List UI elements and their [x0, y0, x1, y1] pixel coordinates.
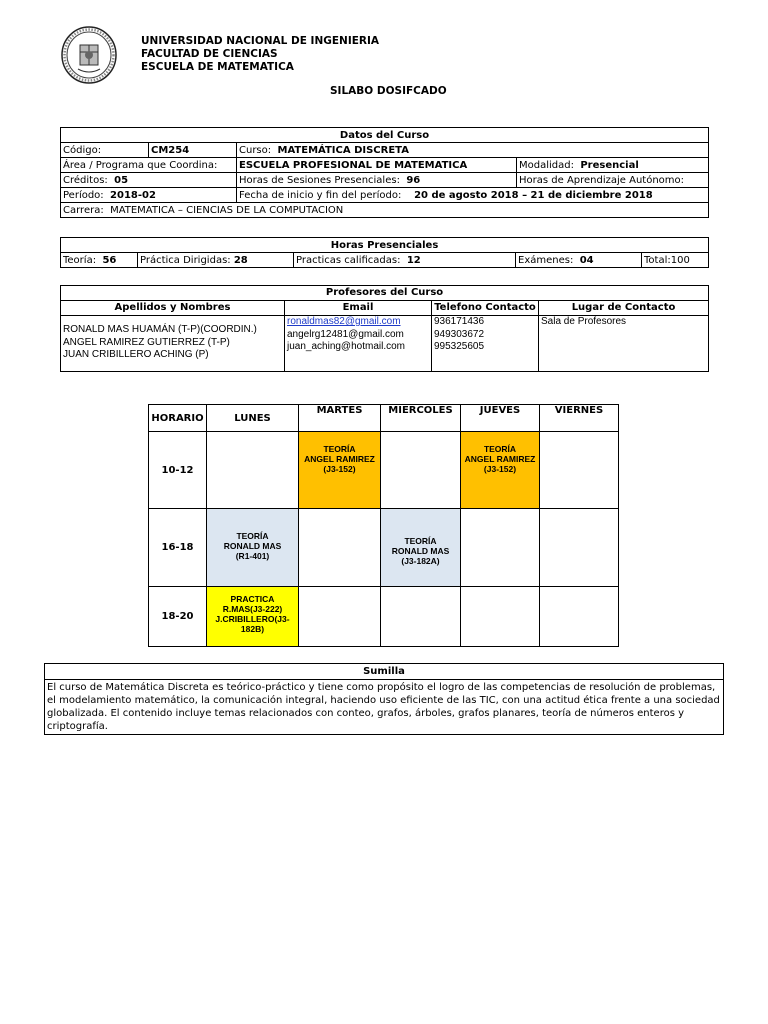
carrera-label: Carrera: — [63, 204, 104, 216]
fecha-label: Fecha de inicio y fin del período: — [239, 189, 402, 201]
modalidad-label: Modalidad: — [519, 159, 574, 171]
col-telefono: Telefono Contacto — [432, 301, 539, 316]
university-name: UNIVERSIDAD NACIONAL DE INGENIERIA — [141, 35, 380, 47]
col-apellidos: Apellidos y Nombres — [61, 301, 285, 316]
calificadas-value: 12 — [406, 254, 421, 266]
schedule-cell — [299, 587, 381, 647]
time-slot: 10-12 — [149, 432, 207, 509]
practica-label: Práctica Dirigidas: — [140, 254, 231, 266]
day-miercoles: MIERCOLES — [381, 405, 461, 432]
schedule-cell-practica: PRACTICA R.MAS(J3-222) J.CRIBILLERO(J3- 182B) — [207, 587, 299, 647]
profesor-name: ANGEL RAMIREZ GUTIERREZ (T-P) — [63, 336, 230, 348]
day-viernes: VIERNES — [540, 405, 619, 432]
modalidad-value: Presencial — [580, 159, 639, 171]
curso-value: MATEMÁTICA DISCRETA — [277, 144, 409, 156]
profesor-name: JUAN CRIBILLERO ACHING (P) — [63, 349, 209, 360]
schedule-cell-teoria: TEORÍA ANGEL RAMIREZ (J3-152) — [461, 432, 540, 509]
total-value: Total:100 — [642, 253, 709, 268]
col-lugar: Lugar de Contacto — [539, 301, 709, 316]
fecha-value: 20 de agosto 2018 – 21 de diciembre 2018 — [414, 189, 653, 201]
schedule-cell-teoria: TEORÍA RONALD MAS (J3-182A) — [381, 509, 461, 587]
curso-label: Curso: — [239, 144, 272, 156]
university-seal-icon — [60, 25, 118, 85]
horario-table — [148, 404, 619, 647]
faculty-name: FACULTAD DE CIENCIAS — [141, 48, 278, 60]
schedule-cell-teoria: TEORÍA ANGEL RAMIREZ (J3-152) — [299, 432, 381, 509]
profesor-name: RONALD MAS HUAMÁN (T-P)(COORDIN.) — [63, 324, 257, 335]
schedule-cell — [381, 587, 461, 647]
area-value: ESCUELA PROFESIONAL DE MATEMATICA — [237, 158, 517, 173]
horas-presenciales-table — [60, 237, 709, 268]
profesor-phone: 936171436 — [434, 316, 485, 327]
time-slot: 18-20 — [149, 587, 207, 647]
day-lunes: LUNES — [207, 405, 299, 432]
schedule-cell — [461, 509, 540, 587]
profesor-email: angelrg12481@gmail.com — [287, 328, 404, 340]
profesor-email: juan_aching@hotmail.com — [287, 341, 405, 352]
datos-curso-table — [60, 127, 709, 218]
examenes-label: Exámenes: — [518, 254, 574, 266]
schedule-cell — [299, 509, 381, 587]
profesor-phone: 949303672 — [434, 328, 485, 340]
schedule-cell — [540, 509, 619, 587]
periodo-label: Período: — [63, 189, 104, 201]
profesores-table — [60, 285, 709, 372]
area-label: Área / Programa que Coordina: — [61, 158, 237, 173]
profesor-phone: 995325605 — [434, 341, 485, 352]
codigo-label: Código: — [61, 143, 149, 158]
practica-value: 28 — [233, 254, 248, 266]
datos-title: Datos del Curso — [61, 128, 709, 143]
profesores-title: Profesores del Curso — [61, 286, 709, 301]
sumilla-table — [44, 663, 724, 735]
horas-autonomo-label: Horas de Aprendizaje Autónomo: — [517, 173, 709, 188]
sumilla-text: El curso de Matemática Discreta es teórico-práctico y tiene como propósito el logro de las competencias de resolución de problemas, el modelamiento matemático, la comunicación integral, haciendo uso eficiente de las TIC, con una actitud ética frente a una sociedad globalizada. El contenido incluye temas relacionados con conteo, grafos, árboles, grafos planares, teoría de números enteros y criptografía. — [45, 680, 724, 735]
teoria-label: Teoría: — [63, 254, 97, 266]
horas-sesiones-label: Horas de Sesiones Presenciales: — [239, 174, 400, 186]
horas-title: Horas Presenciales — [61, 238, 709, 253]
day-jueves: JUEVES — [461, 405, 540, 432]
day-martes: MARTES — [299, 405, 381, 432]
col-email: Email — [285, 301, 432, 316]
sumilla-title: Sumilla — [45, 664, 724, 680]
document-title: SILABO DOSIFCADO — [330, 85, 447, 97]
schedule-cell — [540, 432, 619, 509]
teoria-value: 56 — [102, 254, 117, 266]
time-slot: 16-18 — [149, 509, 207, 587]
school-name: ESCUELA DE MATEMATICA — [141, 61, 294, 73]
horas-sesiones-value: 96 — [406, 174, 421, 186]
periodo-value: 2018-02 — [110, 189, 156, 201]
profesor-email-link[interactable]: ronaldmas82@gmail.com — [287, 316, 401, 327]
schedule-cell — [207, 432, 299, 509]
creditos-label: Créditos: — [63, 174, 108, 186]
schedule-cell — [381, 432, 461, 509]
schedule-cell — [540, 587, 619, 647]
lugar-contacto: Sala de Profesores — [541, 316, 627, 327]
examenes-value: 04 — [579, 254, 594, 266]
horario-header: HORARIO — [149, 405, 207, 432]
schedule-cell-teoria: TEORÍA RONALD MAS (R1-401) — [207, 509, 299, 587]
creditos-value: 05 — [114, 174, 129, 186]
codigo-value: CM254 — [149, 143, 237, 158]
calificadas-label: Practicas calificadas: — [296, 254, 401, 266]
schedule-cell — [461, 587, 540, 647]
carrera-value: MATEMATICA – CIENCIAS DE LA COMPUTACION — [110, 204, 344, 216]
